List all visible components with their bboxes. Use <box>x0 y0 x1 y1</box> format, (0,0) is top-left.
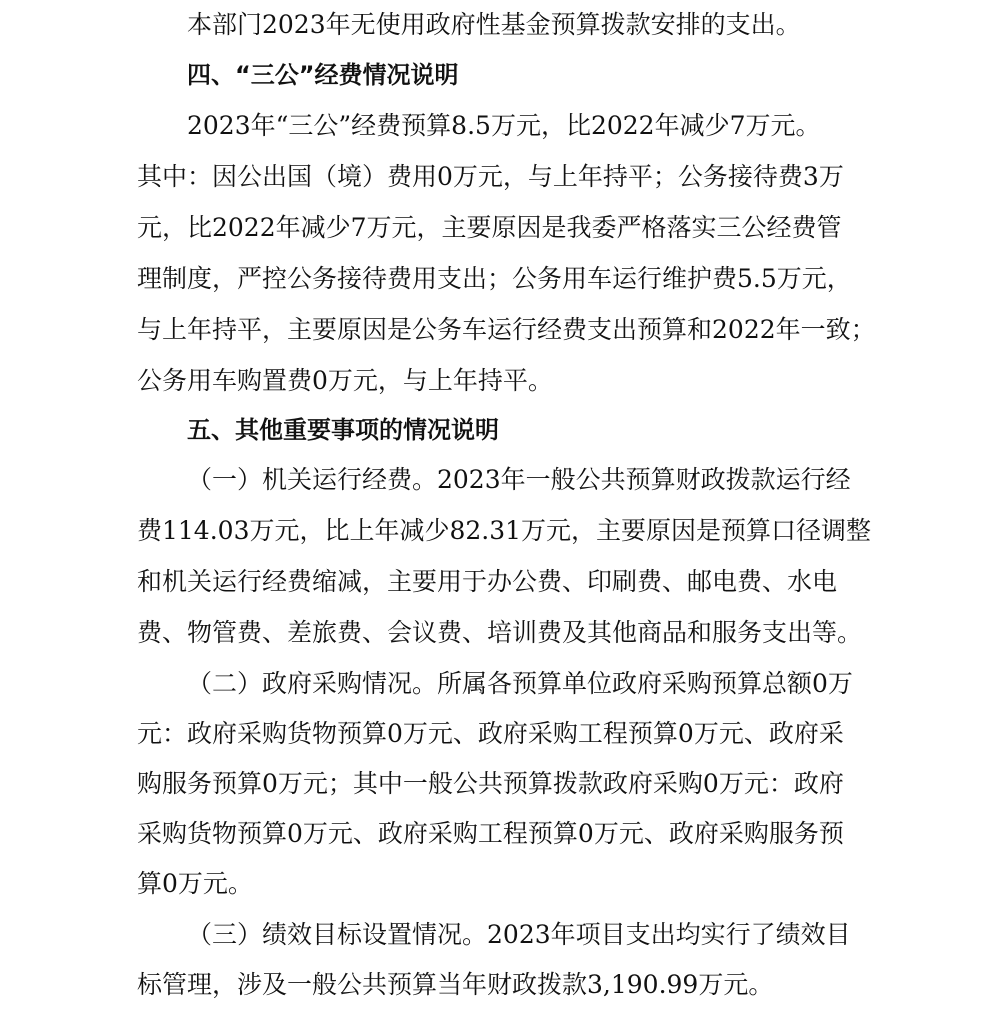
paragraph-line: 其中：因公出国（境）费用0万元，与上年持平；公务接待费3万 <box>137 162 844 191</box>
paragraph-line: 采购货物预算0万元、政府采购工程预算0万元、政府采购服务预 <box>137 819 844 848</box>
paragraph-line: 理制度，严控公务接待费用支出；公务用车运行维护费5.5万元， <box>137 264 852 293</box>
paragraph-line: 购服务预算0万元；其中一般公共预算拨款政府采购0万元：政府 <box>137 769 844 798</box>
paragraph-line: 元，比2022年减少7万元，主要原因是我委严格落实三公经费管 <box>137 213 842 242</box>
section-heading-five: 五、其他重要事项的情况说明 <box>187 416 499 444</box>
paragraph-line: 标管理，涉及一般公共预算当年财政拨款3,190.99万元。 <box>137 970 774 999</box>
section-heading-four: 四、“三公”经费情况说明 <box>187 61 459 89</box>
paragraph-line: 算0万元。 <box>137 869 253 898</box>
paragraph-line: 费114.03万元，比上年减少82.31万元，主要原因是预算口径调整 <box>137 516 872 545</box>
paragraph-line: 2023年“三公”经费预算8.5万元，比2022年减少7万元。 <box>187 111 821 140</box>
paragraph-line: 费、物管费、差旅费、会议费、培训费及其他商品和服务支出等。 <box>137 618 863 647</box>
paragraph-line: （一）机关运行经费。2023年一般公共预算财政拨款运行经 <box>187 465 851 494</box>
paragraph-line: 和机关运行经费缩减，主要用于办公费、印刷费、邮电费、水电 <box>137 567 838 596</box>
paragraph-line: 本部门2023年无使用政府性基金预算拨款安排的支出。 <box>187 10 801 39</box>
paragraph-line: 元：政府采购货物预算0万元、政府采购工程预算0万元、政府采 <box>137 719 844 748</box>
paragraph-line: 公务用车购置费0万元，与上年持平。 <box>137 366 553 395</box>
paragraph-line: （二）政府采购情况。所属各预算单位政府采购预算总额0万 <box>187 669 853 698</box>
paragraph-line: 与上年持平，主要原因是公务车运行经费支出预算和2022年一致； <box>137 315 876 344</box>
paragraph-line: （三）绩效目标设置情况。2023年项目支出均实行了绩效目 <box>187 920 851 949</box>
